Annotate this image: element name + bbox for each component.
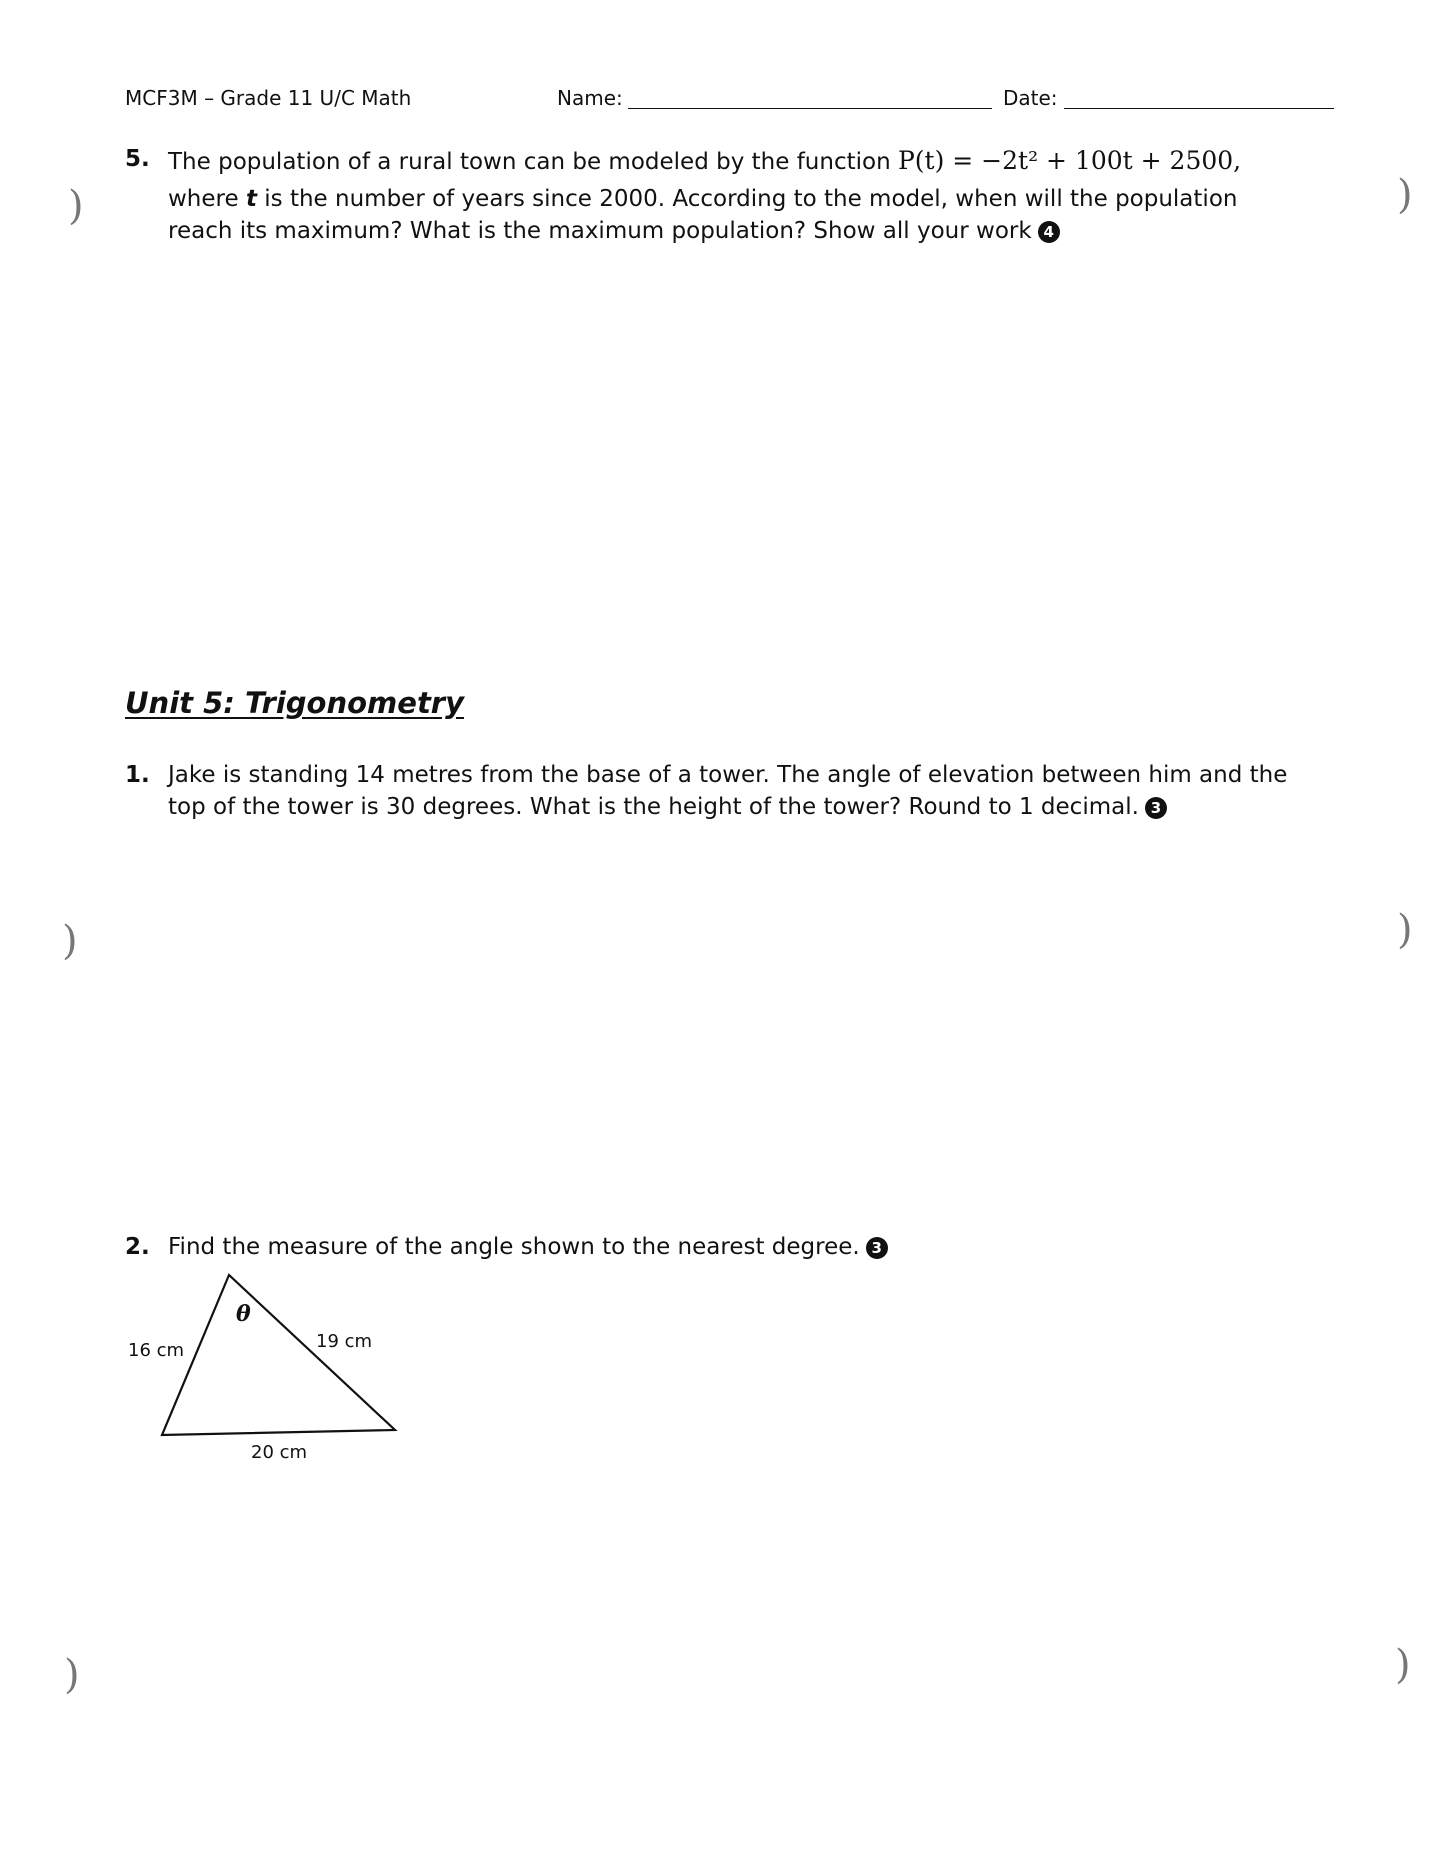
question-5-line-2 — [168, 186, 1237, 212]
question-5-line-2-pre: where — [168, 186, 246, 212]
punch-hole-mark: ) — [68, 183, 84, 229]
question-5-line-1-text: The population of a rural town can be modeled by the function — [168, 149, 898, 175]
unit-heading: Unit 5: Trigonometry — [125, 686, 465, 720]
question-1-number: 1. — [125, 762, 150, 788]
punch-hole-mark: ) — [1395, 1642, 1411, 1688]
date-label: Date: — [1003, 86, 1058, 110]
question-5-line-2-post: is the number of years since 2000. According to the model, when will the population — [256, 186, 1238, 212]
side-left-label: 16 cm — [128, 1340, 185, 1361]
punch-hole-mark: ) — [62, 918, 78, 964]
date-blank-line — [1064, 108, 1334, 109]
variable-t: t — [245, 186, 257, 212]
question-5-line-3 — [168, 218, 1060, 244]
question-2-line-1 — [168, 1234, 888, 1260]
course-title: MCF3M – Grade 11 U/C Math — [125, 86, 412, 110]
question-1-line-2-text: top of the tower is 30 degrees. What is the height of the tower? Round to 1 decimal. — [168, 794, 1139, 820]
question-5-number: 5. — [125, 146, 150, 172]
question-2-number: 2. — [125, 1234, 150, 1260]
name-label: Name: — [557, 86, 623, 110]
question-2-line-1-text: Find the measure of the angle shown to the nearest degree. — [168, 1234, 860, 1260]
population-function: P(t) = −2t² + 100t + 2500, — [897, 146, 1242, 175]
angle-theta-label: θ — [236, 1301, 251, 1327]
side-right-label: 19 cm — [316, 1331, 373, 1352]
name-blank-line — [628, 108, 992, 109]
triangle-shape — [162, 1275, 395, 1435]
side-bottom-label: 20 cm — [251, 1442, 308, 1463]
question-5-marks-badge: 4 — [1038, 221, 1060, 243]
punch-hole-mark: ) — [1397, 172, 1413, 218]
question-5-line-3-text: reach its maximum? What is the maximum population? Show all your work — [168, 218, 1032, 244]
question-1-line-1: Jake is standing 14 metres from the base of a tower. The angle of elevation between him and the — [168, 762, 1288, 788]
question-1-line-2 — [168, 794, 1167, 820]
question-1-marks-badge: 3 — [1145, 797, 1167, 819]
question-5-line-1 — [168, 146, 1241, 175]
punch-hole-mark: ) — [1397, 907, 1413, 953]
punch-hole-mark: ) — [64, 1652, 80, 1698]
triangle-diagram — [120, 1270, 420, 1470]
question-2-marks-badge: 3 — [866, 1237, 888, 1259]
